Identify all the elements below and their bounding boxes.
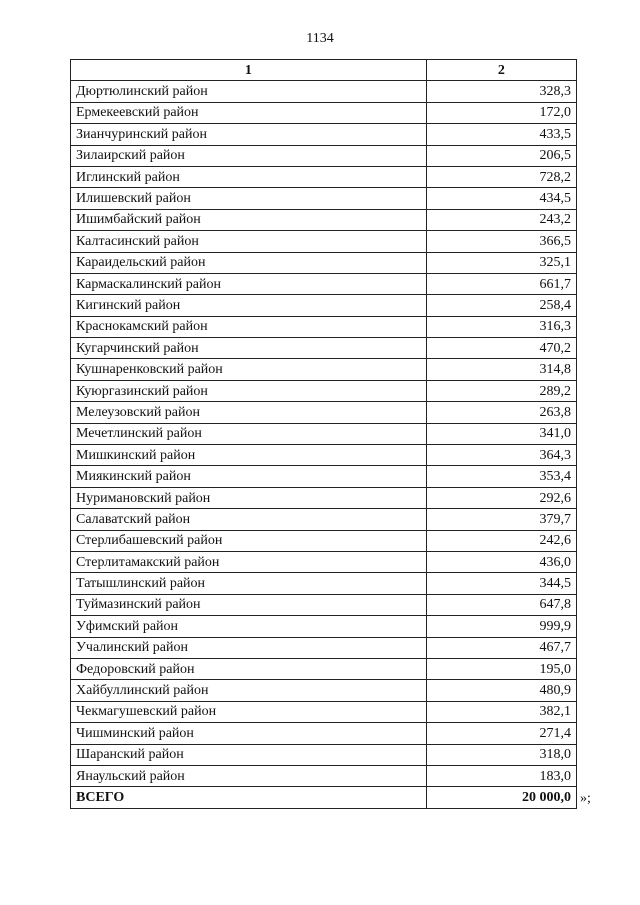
- table-row: [71, 102, 577, 123]
- table-row: [71, 445, 577, 466]
- table-row: [71, 530, 577, 551]
- district-value: 242,6: [426, 530, 576, 551]
- district-name: Иглинский район: [71, 166, 427, 187]
- district-value: 382,1: [426, 701, 576, 722]
- table-row: [71, 487, 577, 508]
- table-row: [71, 551, 577, 572]
- table-header-row: [71, 60, 577, 81]
- district-name: Мишкинский район: [71, 445, 427, 466]
- district-value: 470,2: [426, 338, 576, 359]
- closing-quote: »;: [580, 791, 591, 806]
- district-name: Учалинский район: [71, 637, 427, 658]
- district-value: 318,0: [426, 744, 576, 765]
- table-row: [71, 573, 577, 594]
- table-row: [71, 145, 577, 166]
- column-header-1: 1: [71, 60, 427, 81]
- district-value: 328,3: [426, 81, 576, 102]
- district-value: 271,4: [426, 723, 576, 744]
- table-row: [71, 723, 577, 744]
- district-name: Зианчуринский район: [71, 124, 427, 145]
- district-value: 379,7: [426, 509, 576, 530]
- district-name: Караидельский район: [71, 252, 427, 273]
- table-row: [71, 680, 577, 701]
- district-name: Стерлибашевский район: [71, 530, 427, 551]
- district-value: 289,2: [426, 380, 576, 401]
- district-value: 999,9: [426, 616, 576, 637]
- total-row: [71, 787, 577, 808]
- table-row: [71, 380, 577, 401]
- district-value: 353,4: [426, 466, 576, 487]
- table-row: [71, 637, 577, 658]
- district-name: Кармаскалинский район: [71, 273, 427, 294]
- table-row: [71, 744, 577, 765]
- district-name: Салаватский район: [71, 509, 427, 530]
- table-row: [71, 423, 577, 444]
- district-value: 263,8: [426, 402, 576, 423]
- district-name: Ишимбайский район: [71, 209, 427, 230]
- district-value: 436,0: [426, 551, 576, 572]
- district-name: Чекмагушевский район: [71, 701, 427, 722]
- district-value: 206,5: [426, 145, 576, 166]
- table-row: [71, 359, 577, 380]
- district-name: Янаульский район: [71, 765, 427, 786]
- table-row: [71, 295, 577, 316]
- total-label: ВСЕГО: [71, 787, 427, 808]
- table-row: [71, 81, 577, 102]
- district-name: Уфимский район: [71, 616, 427, 637]
- table-row: [71, 166, 577, 187]
- district-value: 243,2: [426, 209, 576, 230]
- table-row: [71, 338, 577, 359]
- district-name: Шаранский район: [71, 744, 427, 765]
- page-number: 1134: [306, 31, 334, 46]
- district-value: 661,7: [426, 273, 576, 294]
- district-value: 195,0: [426, 658, 576, 679]
- table-row: [71, 124, 577, 145]
- total-value: 20 000,0: [426, 787, 576, 808]
- district-name: Илишевский район: [71, 188, 427, 209]
- district-value: 344,5: [426, 573, 576, 594]
- district-name: Федоровский район: [71, 658, 427, 679]
- district-value: 325,1: [426, 252, 576, 273]
- district-name: Нуримановский район: [71, 487, 427, 508]
- district-name: Куюргазинский район: [71, 380, 427, 401]
- table-row: [71, 594, 577, 615]
- district-name: Зилаирский район: [71, 145, 427, 166]
- table-row: [71, 188, 577, 209]
- column-header-2: 2: [426, 60, 576, 81]
- table-row: [71, 231, 577, 252]
- district-value: 433,5: [426, 124, 576, 145]
- district-name: Хайбуллинский район: [71, 680, 427, 701]
- district-value: 480,9: [426, 680, 576, 701]
- table-row: [71, 765, 577, 786]
- district-value: 647,8: [426, 594, 576, 615]
- table-row: [71, 273, 577, 294]
- district-value: 314,8: [426, 359, 576, 380]
- district-name: Мечетлинский район: [71, 423, 427, 444]
- district-name: Кушнаренковский район: [71, 359, 427, 380]
- district-value: 292,6: [426, 487, 576, 508]
- table-row: [71, 658, 577, 679]
- district-value: 183,0: [426, 765, 576, 786]
- table-row: [71, 209, 577, 230]
- table-row: [71, 701, 577, 722]
- table-row: [71, 466, 577, 487]
- district-name: Краснокамский район: [71, 316, 427, 337]
- district-value: 316,3: [426, 316, 576, 337]
- table-row: [71, 316, 577, 337]
- district-name: Татышлинский район: [71, 573, 427, 594]
- district-name: Кугарчинский район: [71, 338, 427, 359]
- district-value: 366,5: [426, 231, 576, 252]
- district-name: Стерлитамакский район: [71, 551, 427, 572]
- district-value: 467,7: [426, 637, 576, 658]
- district-name: Дюртюлинский район: [71, 81, 427, 102]
- district-value: 258,4: [426, 295, 576, 316]
- district-value: 172,0: [426, 102, 576, 123]
- district-name: Ермекеевский район: [71, 102, 427, 123]
- district-name: Чишминский район: [71, 723, 427, 744]
- district-value: 364,3: [426, 445, 576, 466]
- district-value: 728,2: [426, 166, 576, 187]
- district-value: 434,5: [426, 188, 576, 209]
- table-row: [71, 252, 577, 273]
- district-value: 341,0: [426, 423, 576, 444]
- table-row: [71, 509, 577, 530]
- district-name: Мелеузовский район: [71, 402, 427, 423]
- district-name: Калтасинский район: [71, 231, 427, 252]
- table-body: [71, 81, 577, 787]
- table-row: [71, 402, 577, 423]
- district-name: Миякинский район: [71, 466, 427, 487]
- district-name: Туймазинский район: [71, 594, 427, 615]
- allocation-table: [70, 59, 577, 809]
- table-row: [71, 616, 577, 637]
- district-name: Кигинский район: [71, 295, 427, 316]
